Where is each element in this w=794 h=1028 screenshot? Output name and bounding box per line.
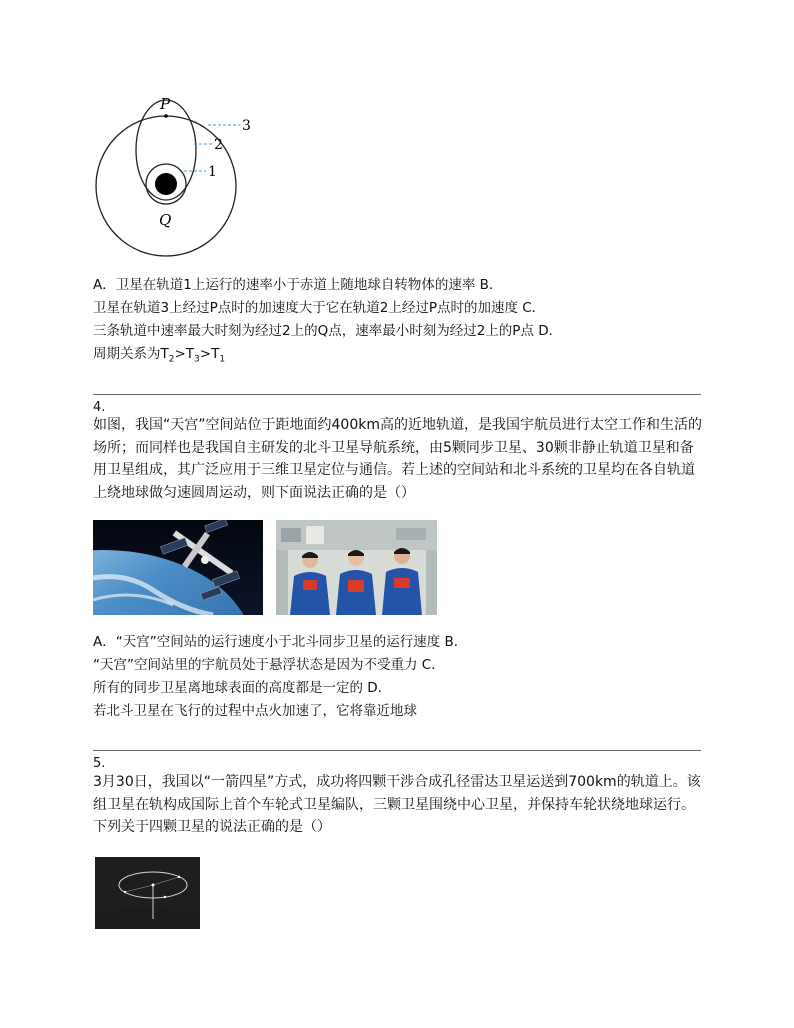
label-2: 2	[214, 137, 223, 153]
q4-option-line-4: 若北斗卫星在飞行的过程中点火加速了，它将靠近地球	[93, 703, 417, 719]
q4-option-line-3: 所有的同步卫星离地球表面的高度都是一定的 D．	[93, 680, 392, 696]
separator-q4	[93, 394, 701, 395]
q3-period-prefix: 周期关系为T	[93, 346, 169, 362]
separator-q5	[93, 750, 701, 751]
q3-sub-t3: 3	[194, 354, 200, 365]
q4-number: 4.	[93, 400, 106, 415]
q5-number: 5.	[93, 756, 106, 771]
q3-option-line-1: A．卫星在轨道1上运行的速率小于赤道上随地球自转物体的速率 B．	[93, 277, 503, 293]
q3-option-line-4	[93, 345, 225, 369]
astronauts-photo	[276, 520, 437, 615]
q3-option-line-3: 三条轨道中速率最大时刻为经过2上的Q点，速率最小时刻为经过2上的P点 D．	[93, 323, 563, 339]
satellite-formation-photo	[95, 857, 200, 929]
q3-option-line-2: 卫星在轨道3上经过P点时的加速度大于它在轨道2上经过P点时的加速度 C．	[93, 300, 546, 316]
label-q: Q	[159, 211, 172, 229]
q3-sub-t1: 1	[219, 354, 226, 365]
q5-stem: 3月30日，我国以“一箭四星”方式，成功将四颗干涉合成孔径雷达卫星运送到700km的轨道上。该组卫星在轨构成国际上首个车轮式卫星编队，三颗卫星围绕中心卫星，并保持车轮状绕地球运行。下列关于四颗卫星的说法正确的是（）	[93, 774, 701, 835]
space-station-photo	[93, 520, 263, 615]
q3-gt-1: >T	[174, 346, 195, 362]
orbit-diagram	[88, 92, 268, 267]
earth	[155, 173, 177, 195]
q4-option-line-1: A．“天宫”空间站的运行速度小于北斗同步卫星的运行速度 B．	[93, 634, 468, 650]
q3-sub-t2: 2	[168, 354, 175, 365]
q3-gt-2: >T	[199, 346, 220, 362]
label-1: 1	[208, 164, 217, 180]
label-p: P	[160, 95, 171, 113]
point-p	[164, 114, 168, 118]
q4-stem: 如图，我国“天宫”空间站位于距地面约400km高的近地轨道，是我国宇航员进行太空工作和生活的场所；而同样也是我国自主研发的北斗卫星导航系统，由5颗同步卫星、30颗非静止轨道卫星和备用卫星组成，其广泛应用于三维卫星定位与通信。若上述的空间站和北斗系统的卫星均在各自轨道上绕地球做匀速圆周运动，则下面说法正确的是（）	[93, 417, 702, 501]
q4-option-line-2: “天宫”空间站里的宇航员处于悬浮状态是因为不受重力 C．	[93, 657, 445, 673]
label-3: 3	[242, 118, 251, 134]
